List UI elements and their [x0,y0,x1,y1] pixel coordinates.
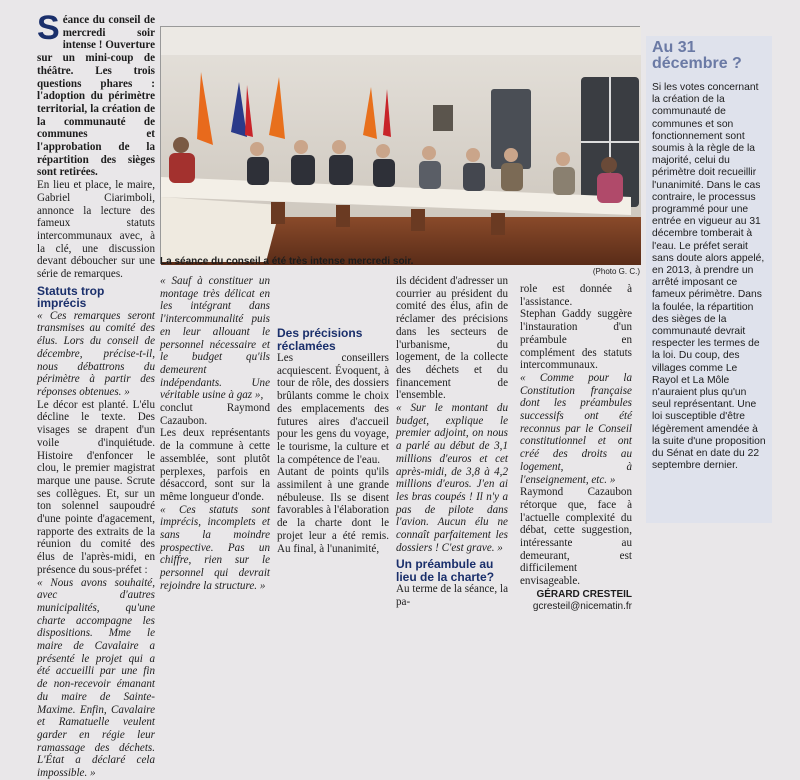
paragraph-assistance: role est donnée à l'assistance. [520,283,632,308]
intro-paragraph-2: En lieu et place, le maire, Gabriel Ciarimboli, annonce la lecture des fameux statuts intercommunaux avec, à la clé, une discussion devant déboucher sur une série de remarques. [37,179,155,281]
paragraph-representants: Les deux représentants de la commune à cette assemblée, sont plutôt perplexes, parfois en désaccord, sont sur la même longueur d'onde. [160,427,270,503]
heading-preambule: Un préambule au lieu de la charte? [396,557,495,584]
paragraph-nebuleuse: Autant de points qu'ils assimilent à une grande nébuleuse. Ils se disent favorables à l'élaboration de la charte dont le projet leur a été remis. Au final, à l'unanimité, [277,466,389,555]
paragraph-retorque: Raymond Cazaubon rétorque que, face à l'actuelle complexité du débat, cette suggestion, intéressante au demeurant, est difficilement envisageable. [520,486,632,588]
quote-remarques: « Ces remarques seront transmises au comité des élus. Lors du conseil de décembre, précise-t-il, nous débattrons du périmètre à partir des réponses obtenues. » [37,309,155,398]
paragraph-gaddy: Stephan Gaddy suggère l'instauration d'un préambule en complément des statuts intercommunaux. [520,308,632,372]
quote-usine-a-gaz: « Sauf à constituer un montage très délicat en les intégrant dans l'intercommunalité puis en leur allouant le personnel nécessaire et le budget qu'ils demeurent indépendants. Une véritable usine à gaz », [160,275,270,402]
council-photo [160,26,640,264]
column-5 [520,283,632,612]
quote-budget: « Sur le montant du budget, explique le premier adjoint, on nous a parlé au début de 3,1 millions d'euros et cet après-midi, de 3,8 à 4,2 millions d'euros. J'en ai les bras coupés ! Il n'y a pas de pilote dans l'avion. Aucun élu ne connaît parfaitement les dossiers ! C'est grave. » [396,402,508,554]
quote-statuts-imprecis: « Ces statuts sont imprécis, incomplets et sans la moindre prospective. Pas un chiffre, rien sur le personnel qui devrait rejoindre la structure. » [160,503,270,592]
column-2 [160,275,270,592]
quote-constitution: « Comme pour la Constitution française dont les préambules successifs ont été reconnus par le Conseil constitutionnel et ont créé des droits au logement, à l'enseignement, etc. » [520,371,632,486]
author-signature: GÉRARD CRESTEIL [536,588,632,600]
sidebar-box [646,36,772,523]
photo-caption: La séance du conseil a été très intense mercredi soir. [160,256,414,267]
sidebar-title: Au 31 décembre ? [652,39,742,72]
paragraph-decor: Le décor est planté. L'élu décline le texte. Des visages se drapent d'un voile d'inquiétude. Histoire d'enfoncer le clou, le premier magistrat marque une pause. Scrute ses collègues. Et, sur un ton solennel saupoudré d'une pointe d'agacement, rapporte des extraits de la réunion du comité des élus de l'après-midi, en présence du sous-préfet : [37,398,155,576]
attribution-cazaubon: conclut Raymond Cazaubon. [160,402,270,427]
intro-text: éance du conseil de mercredi soir intense ! Ouverture sur un mini-coup de théâtre. Les trois questions phares : l'adoption du périmètre territorial, la création de la communauté de communes et l'approbation de la répartition des sièges sont retirées. [37,14,155,179]
paragraph-terme-seance: Au terme de la séance, la pa- [396,583,508,609]
paragraph-conseillers: Les conseillers acquiescent. Évoquent, à tour de rôle, des dossiers brûlants comme le choix des emplacements des futures aires d'accueil pour les gens du voyage, le tourisme, la culture et la compétence de l'eau. [277,352,389,466]
column-4 [396,275,508,609]
column-3 [277,275,389,555]
council-meeting-illustration [161,27,641,265]
column-1 [37,9,155,780]
drop-cap: S [37,9,60,47]
paragraph-courrier: ils décident d'adresser un courrier au président du comité des élus, afin de réclamer des précisions dans les secteurs de l'urbanisme, du logement, de la collecte des déchets et du financement de l'ensemble. [396,275,508,402]
quote-municipalites: « Nous avons souhaité, avec d'autres municipalités, qu'une charte accompagne les dispositions. Mme le maire de Cavalaire a présenté le projet qui a été accueilli par une fin de non-recevoir émanant du maire de Sainte-Maxime. Enfin, Cavalaire et Ramatuelle veulent garder en régie leur ramassage des déchets. L'État a déclaré cela impossible. » [37,576,155,780]
heading-precisions: Des précisions réclamées [277,326,363,353]
photo-credit: (Photo G. C.) [592,267,640,276]
author-email: gcresteil@nicematin.fr [532,600,632,612]
heading-statuts: Statuts trop imprécis [37,283,105,311]
sidebar-text: Si les votes concernant la création de la communauté de communes et son fonctionnement sont soumis à la règle de la majorité, celui du périmètre doit recueillir l'unanimité. Dans le cas contraire, le processus programmé pour une entrée en vigueur au 31 décembre tomberait à l'eau. Le préfet serait sans doute alors appelé, en 2013, à prendre un arrêté imposant ce fameux périmètre. Dans la foulée, la répartition des sièges de la communauté devrait respecter les termes de la loi. Du coup, des villages comme Le Rayol et La Môle n'auraient plus qu'un seul représentant. Une loi susceptible d'être légèrement amendée à la suite d'une proposition du Sénat en date du 22 septembre dernier. [652,82,766,472]
